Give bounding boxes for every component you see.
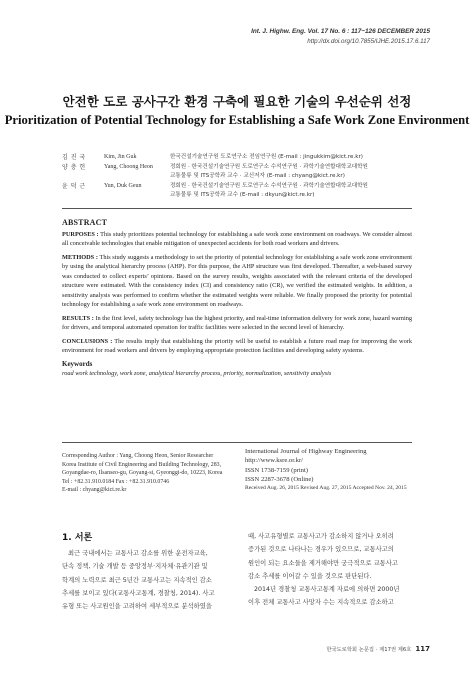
purposes-text: This study prioritizes potential technology for establishing a safe work zone environment on roadways. We consider almost all conceivable technologies that enable mitigation of unexpected accidents for both road workers and drivers. xyxy=(62,230,412,247)
body-line: 최근 국내에서는 교통사고 감소를 위한 운전자교육, xyxy=(68,550,208,557)
body-line: 단속 정책, 기술 개발 등 중앙정부·지자체·유관기관 및 xyxy=(62,563,208,571)
journal-dates: Received Aug. 26, 2015 Revised Aug. 27, 2015 Accepted Nov. 24, 2015 xyxy=(245,485,407,492)
abstract-results xyxy=(62,314,412,333)
issn-print: ISSN 1738-7159 (print) xyxy=(245,466,309,474)
title-english: Prioritization of Potential Technology for Establishing a Safe Work Zone Environment xyxy=(4,113,470,127)
body-line: 추세를 보이고 있다(교통사고통계, 경찰청, 2014). 사고 xyxy=(62,589,215,597)
journal-citation: Int. J. Highw. Eng. Vol. 17 No. 6 : 117~126 DECEMBER 2015 xyxy=(251,28,430,35)
correspondence-line: Corresponding Author : Yang, Choong Heon, Senior Researcher xyxy=(62,453,214,459)
journal-info-block xyxy=(245,447,425,493)
body-line: 유형 또는 사고원인을 고려하여 세부적으로 분석하였을 xyxy=(62,603,212,611)
body-line: 학계의 노력으로 최근 5년간 교통사고는 지속적인 감소 xyxy=(62,576,212,584)
results-text: In the first level, safety technology has the highest priority, and real-time information delivery for work zone, hazard warning for drivers, and temporal automated operation for traffic facilities were selected in the second level of hierarchy. xyxy=(62,314,413,331)
author-name-en: Kim, Jin Guk xyxy=(104,154,137,160)
body-line: 2014년 경찰청 교통사고통계 자료에 의하면 2000년 xyxy=(254,586,400,594)
page-number: 117 xyxy=(415,645,430,653)
methods-text: This study suggests a methodology to set the priority of potential technology for establishing a safe work zone environment by using the analytical hierarchy process (AHP). For this purpose, the AHP structure was first developed. Thereafter, a web-based survey was conducted to collect experts’ opinions. Based on the survey results, weights associated with the relevant criteria of the developed structure were estimated. With the consistency index (CI) and consistency ratio (CR), we verified the estimated weights. In addition, a sensitivity analysis was performed to confirm whether the estimated weights were reliable. We finally proposed the priority for potential technology for establishing a safe work zone environment on roadways. xyxy=(62,253,412,308)
author-name-ko: 양 충 헌 xyxy=(62,163,86,171)
correspondence-block xyxy=(62,452,232,495)
author-affiliation: 정회원 · 한국건설기술연구원 도로연구소 수석연구원 · 과학기술연합대학교대학원 xyxy=(170,182,368,189)
issn-online: ISSN 2287-3678 (Online) xyxy=(245,475,314,483)
correspondence-line: Korea Institute of Civil Engineering and Building Technology, 283, xyxy=(62,461,222,468)
abstract-purposes xyxy=(62,230,412,249)
correspondence-line: Goyangdae-ro, Ilsanseo-gu, Goyang-si, Gyeonggi-do, 10223, Korea xyxy=(62,470,223,477)
keywords-heading: Keywords xyxy=(62,359,93,368)
author-affiliation: 교통물류 및 ITS공학과 교수 (E-mail : dkyun@kict.re.kr) xyxy=(170,192,315,199)
body-line: 때, 사고유형별로 교통사고가 감소하지 않거나 오히려 xyxy=(248,533,394,540)
divider-bottom xyxy=(62,442,412,443)
footer-journal: 한국도로학회 논문집 · 제17권 제6호 xyxy=(326,647,412,653)
title-korean: 안전한 도로 공사구간 환경 구축에 필요한 기술의 우선순위 선정 xyxy=(62,94,412,109)
purposes-label: PURPOSES : xyxy=(62,230,99,238)
body-column-left xyxy=(62,547,227,613)
methods-label: METHODS : xyxy=(62,253,98,261)
body-column-right xyxy=(248,530,418,610)
correspondence-line: Tel : +82.31.910.0184 Fax : +82.31.910.0746 xyxy=(62,478,170,485)
abstract-methods xyxy=(62,253,412,310)
doi-link[interactable]: http://dx.doi.org/10.7855/IJHE.2015.17.6.117 xyxy=(307,38,430,45)
abstract-heading: ABSTRACT xyxy=(62,218,108,227)
body-line: 증가된 것으로 나타나는 경우가 있으므로, 교통사고의 xyxy=(248,546,394,554)
author-name-ko: 김 진 국 xyxy=(62,154,86,161)
body-line: 원인이 되는 요소들을 제거해야만 궁극적으로 교통사고 xyxy=(248,559,398,567)
author-name-en: Yang, Choong Heon xyxy=(104,163,153,170)
abstract-conclusions xyxy=(62,337,412,356)
results-label: RESULTS : xyxy=(62,314,94,322)
body-line: 감소 추세를 이어갈 수 있을 것으로 판단된다. xyxy=(248,572,372,580)
page-footer xyxy=(326,645,430,653)
journal-name: International Journal of Highway Engineering xyxy=(245,448,367,455)
journal-url[interactable]: http://www.ksre.or.kr/ xyxy=(245,457,303,465)
conclusions-label: CONCLUSIONS : xyxy=(62,337,113,345)
conclusions-text: The results imply that establishing the priority will be useful to establish a future road map for improving the work environment for road workers and drivers by employing appropriate protection facilities and developing safety systems. xyxy=(62,337,413,354)
keywords-text: road work technology, work zone, analytical hierarchy process, priority, normalization, sensitivity analysis xyxy=(62,370,332,377)
author-name-ko: 윤 덕 근 xyxy=(62,182,86,190)
author-affiliation: 교통물류 및 ITS공학과 교수 · 교신저자 (E-mail : chyang@kict.re.kr) xyxy=(170,173,345,180)
correspondence-email[interactable]: E-mail : chyang@kict.re.kr xyxy=(62,487,127,494)
author-affiliation: 한국건설기술연구원 도로연구소 전임연구원 (E-mail : jingukkim@kict.re.kr) xyxy=(170,154,363,160)
section-heading: 1. 서론 xyxy=(62,533,93,543)
body-line: 이후 전체 교통사고 사망자 수는 지속적으로 감소하고 xyxy=(248,599,394,607)
divider-top xyxy=(62,208,412,209)
author-name-en: Yun, Duk Geun xyxy=(104,182,142,189)
author-affiliation: 정회원 · 한국건설기술연구원 도로연구소 수석연구원 · 과학기술연합대학교대학원 xyxy=(170,163,368,170)
abstract-section xyxy=(62,218,412,379)
